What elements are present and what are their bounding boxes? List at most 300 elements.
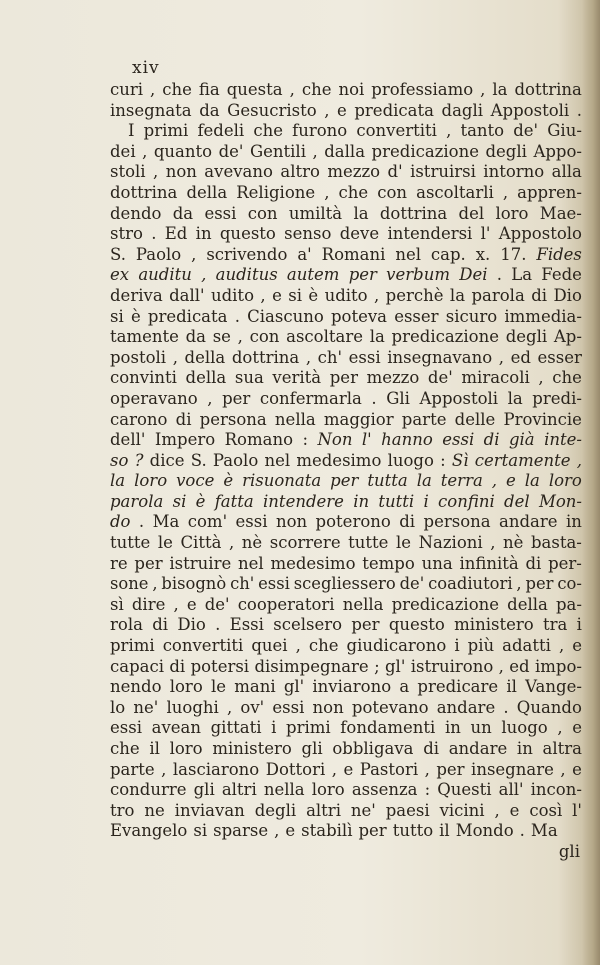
word: a bbox=[399, 677, 410, 697]
word: primi bbox=[110, 636, 155, 656]
word: fia bbox=[198, 80, 220, 99]
word: in bbox=[353, 491, 370, 511]
word: di bbox=[152, 615, 169, 635]
word: e bbox=[572, 759, 582, 779]
word: obbligava bbox=[332, 739, 414, 758]
text-line bbox=[110, 430, 582, 451]
word: convertiti bbox=[162, 636, 244, 656]
word: . bbox=[503, 697, 509, 717]
word: Essi bbox=[229, 615, 264, 635]
word: Nazioni bbox=[418, 533, 483, 553]
word: udito bbox=[210, 285, 254, 305]
word: , bbox=[153, 162, 159, 182]
word: certamente bbox=[474, 450, 571, 470]
word: sua bbox=[234, 368, 264, 388]
word: fondamenti bbox=[340, 718, 436, 738]
word: Ed bbox=[164, 224, 188, 244]
text-line bbox=[110, 286, 582, 307]
catchword-text: gli bbox=[558, 841, 580, 861]
word: quei bbox=[251, 636, 288, 656]
word: di bbox=[525, 553, 542, 573]
word: persona bbox=[199, 409, 267, 429]
word: Sì bbox=[451, 450, 469, 470]
word: in bbox=[516, 739, 533, 758]
text-line bbox=[110, 760, 582, 781]
word: che bbox=[110, 739, 140, 758]
word: parte bbox=[401, 409, 447, 429]
text-line bbox=[110, 224, 582, 245]
word: ed bbox=[510, 347, 531, 367]
word: perchè bbox=[385, 285, 444, 305]
word: dottrina bbox=[110, 182, 178, 202]
word: che bbox=[162, 80, 192, 99]
word: e bbox=[337, 100, 347, 120]
word: voce bbox=[176, 471, 215, 491]
word: immedia- bbox=[504, 306, 582, 326]
word: , bbox=[502, 182, 509, 202]
word: Dio bbox=[177, 615, 206, 635]
word: . bbox=[215, 615, 221, 635]
word: così bbox=[529, 800, 563, 820]
word: confermarla bbox=[259, 388, 362, 408]
word: da bbox=[199, 100, 220, 120]
word: in bbox=[195, 224, 212, 244]
word: ascoltarli bbox=[416, 182, 494, 202]
word: ch' bbox=[230, 574, 255, 594]
word: Città bbox=[180, 533, 222, 553]
word: è bbox=[195, 491, 206, 511]
word: ministero bbox=[454, 615, 534, 635]
word: , bbox=[274, 821, 280, 841]
word: a' bbox=[297, 244, 312, 264]
word: disimpegnare bbox=[254, 656, 369, 676]
word: all' bbox=[498, 780, 524, 800]
word: cap. bbox=[430, 244, 466, 264]
word: de' bbox=[399, 574, 425, 594]
word: nendo bbox=[110, 677, 162, 697]
word: ne' bbox=[133, 697, 159, 717]
word: , bbox=[161, 759, 167, 779]
word: Ma bbox=[152, 512, 180, 532]
word: , bbox=[142, 141, 148, 161]
word: i bbox=[454, 636, 460, 656]
word: andare bbox=[448, 739, 508, 758]
word: i bbox=[576, 615, 582, 635]
word: ; bbox=[374, 656, 380, 676]
word: miracoli bbox=[461, 368, 530, 388]
word: inte- bbox=[544, 430, 582, 450]
text-line bbox=[110, 265, 582, 286]
word: ascoltare bbox=[286, 327, 364, 347]
word: tutte bbox=[110, 533, 151, 553]
word: poteva bbox=[330, 306, 388, 326]
word: dottrina bbox=[379, 203, 448, 223]
word: per bbox=[436, 759, 465, 779]
text-line bbox=[110, 636, 582, 657]
word: questa bbox=[226, 80, 283, 99]
word: predicare bbox=[417, 677, 499, 697]
text-line bbox=[110, 615, 582, 636]
word: istruirono bbox=[410, 656, 494, 676]
word: autem bbox=[286, 265, 340, 285]
word: insegnare bbox=[471, 759, 554, 779]
text-line bbox=[110, 471, 582, 492]
word: dire bbox=[131, 594, 166, 614]
word: adatti bbox=[502, 636, 551, 656]
word: tanto bbox=[460, 121, 505, 141]
word: , bbox=[516, 574, 522, 594]
text-line bbox=[110, 368, 582, 389]
word: predicazione bbox=[391, 594, 500, 614]
text-line bbox=[110, 533, 582, 554]
word: La bbox=[511, 265, 533, 285]
word: impo- bbox=[534, 656, 582, 676]
word: Paolo bbox=[135, 244, 182, 264]
word: deve bbox=[339, 224, 380, 244]
word: ed bbox=[509, 656, 530, 676]
word: stabilì bbox=[301, 821, 353, 841]
word: non bbox=[165, 162, 197, 182]
word: i bbox=[271, 718, 277, 738]
word: potevano bbox=[351, 697, 429, 717]
word: ? bbox=[134, 450, 144, 470]
word: persona bbox=[423, 512, 491, 532]
word: per bbox=[329, 368, 358, 388]
word: , bbox=[558, 636, 565, 656]
word: da bbox=[172, 203, 194, 223]
word: intendere bbox=[263, 491, 344, 511]
word: fedeli bbox=[197, 121, 245, 141]
word: le bbox=[395, 533, 412, 553]
word: dall' bbox=[169, 285, 205, 305]
word: condurre bbox=[110, 780, 187, 800]
word: gl' bbox=[283, 677, 305, 697]
word: essi bbox=[272, 697, 305, 717]
word: alla bbox=[551, 162, 582, 182]
word: , bbox=[207, 388, 213, 408]
word: e bbox=[285, 821, 296, 841]
word: e bbox=[505, 471, 516, 491]
word: nella bbox=[263, 780, 305, 800]
word: Romano bbox=[224, 430, 294, 450]
word: nel bbox=[264, 450, 291, 470]
word: verbum bbox=[386, 265, 450, 285]
word: lasciarono bbox=[172, 759, 260, 779]
word: Religione bbox=[236, 182, 316, 202]
word: predicata bbox=[147, 306, 228, 326]
word: infinità bbox=[459, 553, 519, 573]
word: terra bbox=[440, 471, 483, 491]
word: , bbox=[305, 347, 312, 367]
word: dottrina bbox=[514, 80, 582, 99]
word: x. bbox=[475, 244, 491, 264]
word: nè bbox=[503, 533, 524, 553]
word: che bbox=[253, 121, 283, 141]
word: si bbox=[193, 821, 208, 841]
word: andare bbox=[436, 697, 496, 717]
word: senso bbox=[284, 224, 332, 244]
word: ne bbox=[144, 800, 165, 820]
text-line bbox=[110, 451, 582, 472]
text-line bbox=[110, 389, 582, 410]
word: Evangelo bbox=[110, 821, 188, 841]
word: essi bbox=[235, 512, 268, 532]
word: poterono bbox=[315, 512, 391, 532]
word: del bbox=[504, 491, 530, 511]
word: , bbox=[295, 636, 301, 656]
word: la bbox=[507, 388, 523, 408]
text-line bbox=[110, 410, 582, 431]
word: , bbox=[480, 80, 486, 99]
word: già bbox=[508, 430, 535, 450]
word: per bbox=[348, 265, 377, 285]
page-number: xiv bbox=[132, 58, 160, 78]
word: da bbox=[185, 327, 207, 347]
word: , bbox=[498, 656, 504, 676]
word: : bbox=[302, 430, 309, 450]
catchword bbox=[110, 842, 582, 863]
word: , bbox=[229, 533, 235, 553]
word: noi bbox=[338, 80, 365, 99]
word: che bbox=[552, 368, 582, 388]
word: Fides bbox=[536, 244, 582, 264]
word: essi bbox=[348, 347, 381, 367]
word: , bbox=[446, 121, 452, 141]
word: degli bbox=[485, 141, 527, 161]
word: hanno bbox=[381, 430, 433, 450]
word: la bbox=[110, 471, 126, 491]
word: assenza bbox=[351, 780, 418, 800]
word: , bbox=[490, 533, 496, 553]
word: Vange- bbox=[525, 677, 582, 697]
word: Dio bbox=[553, 285, 582, 305]
text-line bbox=[110, 718, 582, 739]
word: ministero bbox=[212, 739, 292, 758]
word: che bbox=[308, 636, 339, 656]
word: esser bbox=[394, 306, 439, 326]
word: rola bbox=[110, 615, 143, 635]
word: luoghi bbox=[166, 697, 219, 717]
word: gittati bbox=[210, 718, 262, 738]
word: primi bbox=[286, 718, 331, 738]
word: incon- bbox=[530, 780, 582, 800]
word: più bbox=[467, 636, 495, 656]
word: parola bbox=[110, 491, 164, 511]
word: coadiutori bbox=[428, 574, 513, 594]
word: il bbox=[149, 739, 160, 758]
word: professiamo bbox=[371, 80, 474, 99]
word: tutti bbox=[378, 491, 415, 511]
word: loro bbox=[169, 739, 203, 758]
word: predicazione bbox=[371, 141, 479, 161]
word: loro bbox=[134, 471, 168, 491]
word: loro bbox=[169, 677, 203, 697]
word: che bbox=[301, 80, 332, 99]
word: , bbox=[173, 594, 179, 614]
word: scorrere bbox=[269, 533, 341, 553]
word: lo bbox=[110, 697, 126, 717]
word: Appostoli bbox=[490, 100, 570, 120]
word: confini bbox=[438, 491, 495, 511]
word: . bbox=[138, 512, 145, 532]
word: predicata bbox=[354, 100, 434, 120]
word: loro bbox=[495, 203, 529, 223]
text-line bbox=[110, 121, 582, 142]
text-line bbox=[110, 80, 582, 101]
word: scegliessero bbox=[293, 574, 396, 594]
word: de' bbox=[427, 368, 453, 388]
word: Appostolo bbox=[498, 224, 582, 244]
text-line bbox=[110, 245, 582, 266]
word: Dottori bbox=[265, 759, 326, 779]
word: gli bbox=[301, 739, 323, 758]
text-line bbox=[110, 512, 582, 533]
word: sì bbox=[110, 594, 124, 614]
word: degli bbox=[254, 800, 297, 820]
word: ch' bbox=[317, 347, 343, 367]
text-line bbox=[110, 574, 582, 595]
word: co- bbox=[557, 574, 582, 594]
word: , bbox=[538, 368, 544, 388]
word: tempo bbox=[362, 553, 415, 573]
word: dell' bbox=[110, 430, 146, 450]
word: in bbox=[565, 512, 582, 532]
word: e bbox=[272, 285, 282, 305]
word: bisognò bbox=[161, 574, 227, 594]
word: , bbox=[498, 347, 504, 367]
word: l' bbox=[361, 430, 372, 450]
word: mezzo bbox=[366, 368, 420, 388]
word: si bbox=[110, 306, 124, 326]
word: per bbox=[358, 821, 387, 841]
text-line bbox=[110, 162, 582, 183]
word: l' bbox=[480, 224, 491, 244]
word: tra bbox=[542, 615, 568, 635]
word: essi bbox=[442, 430, 475, 450]
word: e bbox=[509, 800, 520, 820]
word: . bbox=[151, 224, 157, 244]
word: altri bbox=[221, 780, 257, 800]
word: stro bbox=[110, 224, 143, 244]
word: si bbox=[172, 491, 187, 511]
word: tutto bbox=[392, 821, 434, 841]
word: Appo- bbox=[533, 141, 582, 161]
word: , bbox=[494, 800, 500, 820]
word: S. bbox=[110, 244, 126, 264]
word: dei bbox=[110, 141, 136, 161]
word: , bbox=[324, 182, 330, 202]
word: Paolo bbox=[212, 450, 259, 470]
page-gutter-shadow bbox=[582, 0, 600, 965]
word: de' bbox=[204, 594, 230, 614]
word: verità bbox=[272, 368, 322, 388]
word: , bbox=[226, 697, 233, 717]
word: esser bbox=[537, 347, 582, 367]
word: udito bbox=[324, 285, 368, 305]
word: scelsero bbox=[273, 615, 343, 635]
word: ex bbox=[110, 265, 130, 285]
word: per bbox=[351, 615, 380, 635]
word: di bbox=[399, 512, 416, 532]
word: . bbox=[371, 388, 377, 408]
word: della bbox=[507, 594, 548, 614]
word: auditu bbox=[138, 265, 192, 285]
word: Ciascuno bbox=[247, 306, 324, 326]
text-line bbox=[110, 821, 582, 842]
word: il bbox=[439, 821, 450, 841]
word: Fede bbox=[541, 265, 582, 285]
text-line bbox=[110, 492, 582, 513]
word: cooperatori bbox=[237, 594, 335, 614]
body-text bbox=[110, 80, 582, 863]
word: giudicarono bbox=[346, 636, 447, 656]
word: per- bbox=[548, 553, 582, 573]
text-line bbox=[110, 307, 582, 328]
word: predi- bbox=[532, 388, 582, 408]
word: , bbox=[312, 141, 318, 161]
word: deriva bbox=[110, 285, 163, 305]
word: so bbox=[110, 450, 129, 470]
word: nel bbox=[238, 553, 264, 573]
word: Ma bbox=[530, 821, 558, 841]
word: luogo bbox=[501, 718, 548, 738]
word: furono bbox=[292, 121, 348, 141]
word: sone bbox=[110, 574, 149, 594]
word: , bbox=[172, 347, 178, 367]
word: avean bbox=[151, 718, 201, 738]
word: di bbox=[169, 656, 186, 676]
word: , bbox=[560, 759, 566, 779]
word: che bbox=[338, 182, 369, 202]
word: Pastori bbox=[359, 759, 419, 779]
word: altra bbox=[542, 739, 582, 758]
word: insegnata bbox=[110, 100, 192, 120]
word: nella bbox=[342, 594, 384, 614]
word: è bbox=[223, 471, 234, 491]
word: Questi bbox=[437, 780, 492, 800]
word: sicuro bbox=[445, 306, 498, 326]
word: nel bbox=[395, 244, 421, 264]
word: in bbox=[444, 718, 461, 738]
word: avevano bbox=[204, 162, 273, 182]
text-line bbox=[110, 739, 582, 760]
word: dendo bbox=[110, 203, 162, 223]
word: ne' bbox=[350, 800, 376, 820]
word: dagli bbox=[441, 100, 484, 120]
word: dalla bbox=[324, 141, 366, 161]
word: convertiti bbox=[356, 121, 437, 141]
word: la bbox=[449, 285, 466, 305]
word: loro bbox=[311, 780, 345, 800]
word: Mon- bbox=[538, 491, 582, 511]
word: e bbox=[572, 718, 582, 738]
word: auditus bbox=[215, 265, 278, 285]
word: , bbox=[260, 285, 266, 305]
word: di bbox=[531, 285, 548, 305]
word: S. bbox=[190, 450, 207, 470]
word: dottrina bbox=[231, 347, 300, 367]
word: . bbox=[576, 100, 582, 120]
word: nè bbox=[241, 533, 263, 553]
word: si bbox=[288, 285, 302, 305]
word: la bbox=[369, 327, 385, 347]
word: nella bbox=[274, 409, 316, 429]
word: con bbox=[249, 327, 280, 347]
word: Appostoli bbox=[419, 388, 499, 408]
word: questo bbox=[388, 615, 445, 635]
word: i bbox=[423, 491, 429, 511]
word: paesi bbox=[385, 800, 430, 820]
